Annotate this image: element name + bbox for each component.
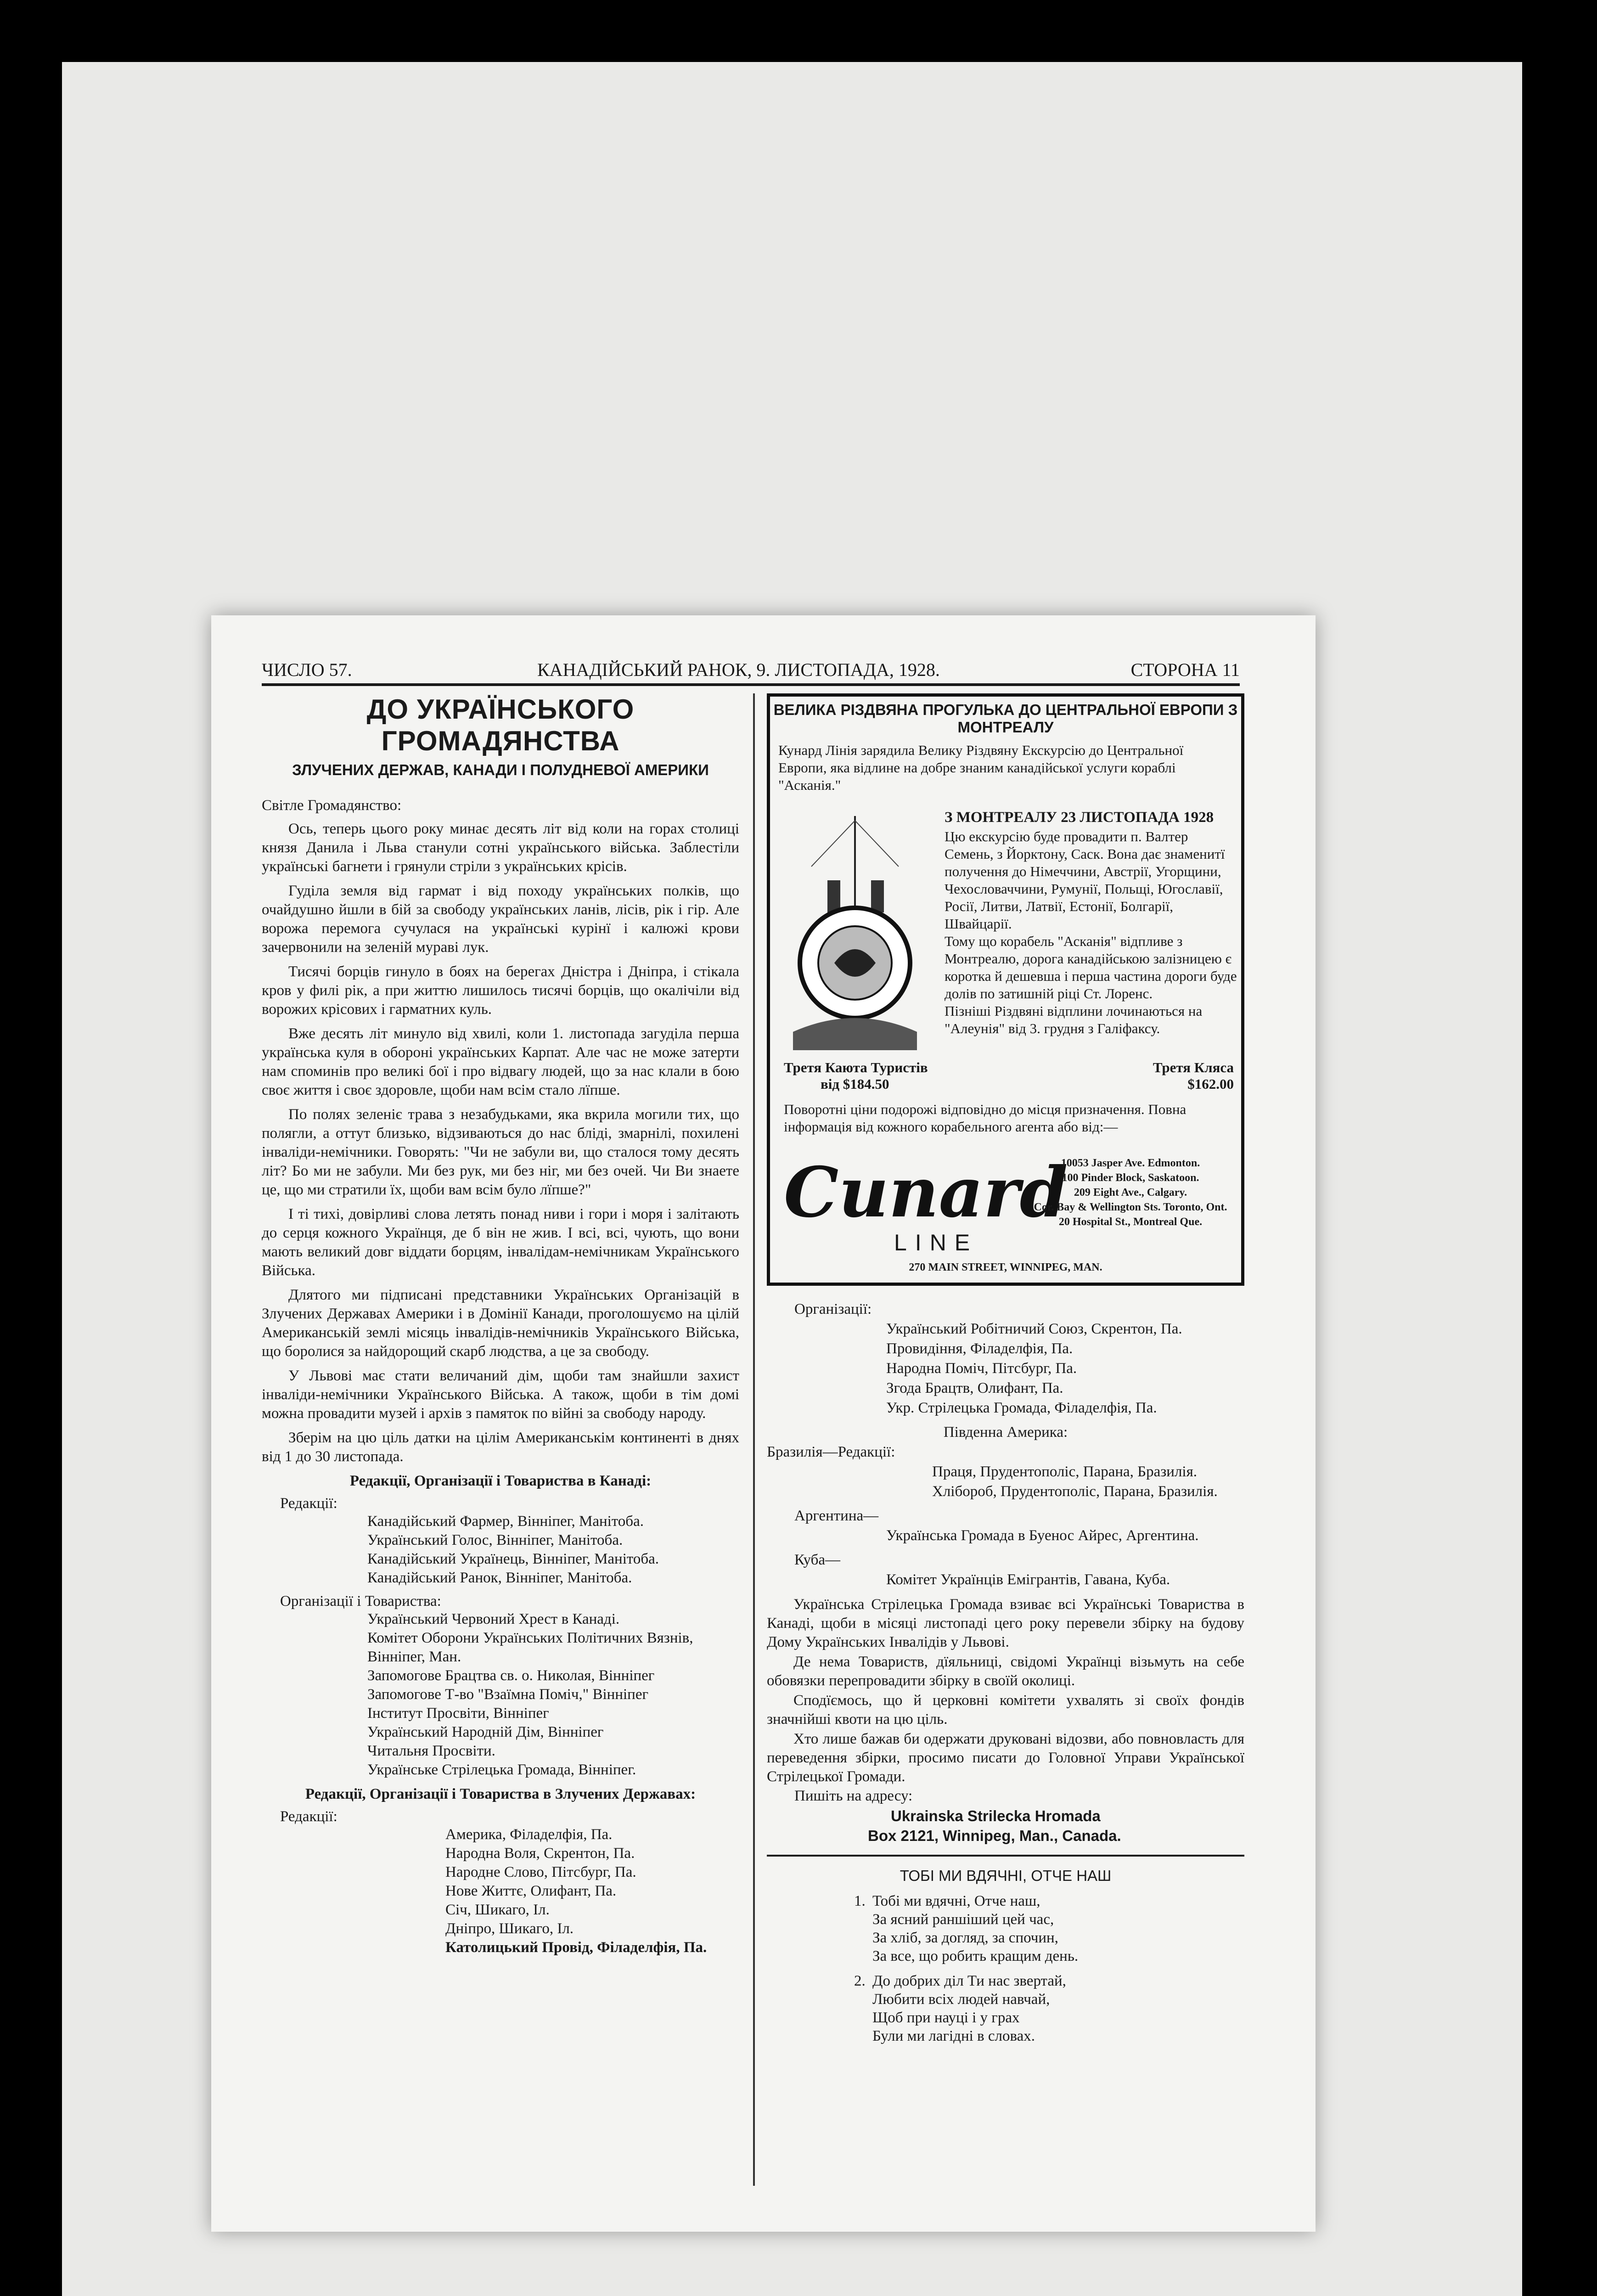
salutation: Світле Громадянство: <box>262 797 402 814</box>
list-item: Провидіння, Філаделфія, Па. <box>886 1340 1073 1357</box>
ad-text: Тому що корабель "Асканія" відпливе з Монтреалю, дорога канадійською залізницею є коротка й дешевша і перша частина дороги буде долів по затишній ріці Ст. Лоренс. <box>945 933 1237 1002</box>
fare-price: від $184.50 <box>821 1076 889 1092</box>
list-item: Інститут Просвіти, Вінніпег <box>367 1705 549 1722</box>
column-rule <box>753 693 755 2186</box>
address-line: Box 2121, Winnipeg, Man., Canada. <box>868 1827 1121 1844</box>
list-item: Січ, Шикаго, Іл. <box>445 1902 550 1918</box>
article-subtitle: ЗЛУЧЕНИХ ДЕРЖАВ, КАНАДИ І ПОЛУДНЕВОЇ АМЕРИКИ <box>292 761 709 778</box>
list-item: Хлібороб, Прудентополіс, Парана, Бразилія. <box>932 1483 1218 1500</box>
paragraph: Де нема Товариств, дїяльниці, свідомі Українці візьмуть на себе обовязки перепровадити збірку в своїй околиці. <box>767 1654 1244 1689</box>
list-item: Комітет Оборони Українських Політичних Вязнів, Вінніпег, Ман. <box>367 1630 693 1665</box>
cunard-advertisement <box>767 693 1244 1286</box>
right-body <box>767 1300 1244 2045</box>
list-item: Католицький Провід, Філаделфія, Па. <box>445 1939 707 1956</box>
return-info: Поворотні ціни подорожі відповідно до місця призначення. Повна інформація від кожного корабельного агента або від:— <box>784 1101 1187 1135</box>
brazil-label: Бразилія—Редакції: <box>767 1444 895 1460</box>
us-editorial-list <box>445 1825 739 1957</box>
poem-line: Щоб при науці і у грах <box>872 2009 1020 2026</box>
ad-intro: Кунард Лінія зарядила Велику Різдвяну Екскурсію до Центральної Европи, яка відлине на добре знаним канадійської услуги кораблі "Асканія." <box>778 742 1184 793</box>
orgs-label: Організації: <box>794 1301 872 1317</box>
paragraph: І ті тихі, довірливі слова летять понад ниви і гори і моря і залітають до серця кожного Українця, де б він не жив. І всі, всі, чують, що вони мають великий довг віддати борцям, інвалідам-немічникам Українського Війська. <box>262 1206 739 1279</box>
paragraph: Зберім на цю ціль датки на цілім Американськім континенті в днях від 1 до 30 листопада. <box>262 1429 739 1465</box>
office-address: Cor. Bay & Wellington Sts. Toronto, Ont. <box>1034 1201 1227 1213</box>
paragraph: По полях зеленіє трава з незабудьками, яка вкрила могили тих, що полягли, а оттут близько, відзиваються до нас бліді, змарнілі, похилені інваліди-немічники. Говорять: "Чи не забули ви, що сталося тому десять літ? Бо ми не забули. Ми без рук, ми без ніг, ми без очей. Чи Ви знаете це, що ми стратили їх, щоби вам всім було лїпше?" <box>262 1106 739 1198</box>
list-item: Український Голос, Вінніпег, Манітоба. <box>367 1532 623 1548</box>
office-address: 100 Pinder Block, Saskatoon. <box>1062 1172 1199 1184</box>
list-item: Народне Слово, Пітсбург, Па. <box>445 1864 636 1880</box>
list-item: Укр. Стрілецька Громада, Філаделфія, Па. <box>886 1400 1157 1416</box>
poem-line: Тобі ми вдячні, Отче наш, <box>872 1893 1040 1909</box>
list-item: Канадійський Українець, Вінніпег, Манітоба. <box>367 1551 659 1567</box>
ad-details <box>945 809 1238 1037</box>
canada-editorial-list <box>367 1512 739 1587</box>
cuba-label: Куба— <box>794 1552 841 1568</box>
list-item: Українська Громада в Буенос Айрес, Аргентина. <box>886 1527 1199 1544</box>
poem-line: До добрих діл Ти нас звертай, <box>872 1973 1066 1989</box>
poem-line: За ясний раншіший цей час, <box>872 1911 1054 1928</box>
logo-sub: LINE <box>894 1230 978 1255</box>
office-list <box>1027 1156 1234 1229</box>
fares <box>784 1059 1234 1092</box>
paragraph: Гуділа земля від гармат і від походу українських полків, що очайдушно йшли в бій за свободу українських ланів, лісів, рік і гір. Але ворожа перемога сучулася на українські курінї і калюжі крови зачервонили на зеленій мураві лук. <box>262 883 739 956</box>
editorial-label: Редакції: <box>280 1495 337 1512</box>
header-rule <box>262 683 1240 686</box>
list-item: Нове Життє, Олифант, Па. <box>445 1883 617 1899</box>
address-label: Пишіть на адресу: <box>794 1788 913 1804</box>
article-title: ДО УКРАЇНСЬКОГО ГРОМАДЯНСТВА <box>366 694 635 756</box>
cunard-logo <box>784 1152 1068 1275</box>
orgs-label: Організації і Товариства: <box>280 1593 441 1609</box>
stanza-number: 2. <box>854 1973 866 1989</box>
fare-price: $162.00 <box>1187 1076 1234 1092</box>
newspaper-page <box>211 615 1316 2232</box>
argentina-label: Аргентина— <box>794 1508 879 1524</box>
paragraph: У Львові має стати величаний дім, щоби там знайшли захист інваліди-немічники Українського Війська. А також, щоби в тім домі можна провадити музей і архів з памяток по війні за свободу народу. <box>262 1367 739 1422</box>
page-number: СТОРОНА 11 <box>1130 659 1240 680</box>
logo-text: Cunard <box>784 1152 1068 1233</box>
list-item: Український Червоний Хрест в Канаді. <box>367 1611 620 1627</box>
list-item: Запомогове Т-во "Взаїмна Поміч," Вінніпег <box>367 1686 649 1703</box>
list-item: Канадійський Ранок, Вінніпег, Манітоба. <box>367 1570 632 1586</box>
issue-number: ЧИСЛО 57. <box>262 659 352 680</box>
poem-line: Були ми лагідні в словах. <box>872 2028 1035 2044</box>
paragraph: Ось, теперь цього року минає десять літ від коли на горах столиці князя Данила і Льва станули сотні українського війська. Заблестіли українські багнети і грянули стріли з українських крісів. <box>262 821 739 875</box>
list-item: Комітет Українців Емігрантів, Гавана, Куба. <box>886 1571 1170 1588</box>
paragraph: Вже десять літ минуло від хвилі, коли 1. листопада загуділа перша українська куля в обороні українських Карпат. Але час не може затерти нам споминів про великі бої і про відвагу людей, що за нас клали в бою своє життя і своє здоровле, щоби нам всім стало лїпше. <box>262 1025 739 1098</box>
newspaper-title: КАНАДІЙСЬКИЙ РАНОК, 9. ЛИСТОПАДА, 1928. <box>537 659 940 680</box>
list-item: Народна Поміч, Пітсбург, Па. <box>886 1360 1077 1377</box>
paragraph: Сподїємось, що й церковні комітети ухвалять зі своїх фондів значнійші квоти на цю ціль. <box>767 1692 1244 1728</box>
divider <box>767 1855 1244 1857</box>
address-line: Ukrainska Strilecka Hromada <box>891 1807 1101 1824</box>
canada-orgs-list <box>367 1610 739 1779</box>
office-address: 20 Hospital St., Montreal Que. <box>1058 1216 1203 1228</box>
poem-line: За хліб, за догляд, за спочин, <box>872 1930 1058 1946</box>
list-item: Дніпро, Шикаго, Іл. <box>445 1920 574 1937</box>
list-item: Згода Брацтв, Олифант, Па. <box>886 1380 1063 1396</box>
page-header <box>262 659 1240 682</box>
list-item: Український Народній Дім, Вінніпег <box>367 1724 604 1740</box>
fare-label: Третя Каюта Туристів <box>784 1059 928 1075</box>
south-heading: Південна Америка: <box>943 1424 1068 1441</box>
paragraph: Тисячі борців гинуло в боях на берегах Дністра і Дніпра, і стікала кров у филі рік, а при життю лишилось тисячі борців, що окалічіли від ворожих крісових і гарматних куль. <box>262 963 739 1018</box>
list-item: Український Робітничий Союз, Скрентон, Па. <box>886 1321 1182 1337</box>
poem-line: За все, що робить кращим день. <box>872 1948 1079 1964</box>
stanza-number: 1. <box>854 1893 866 1909</box>
left-column <box>262 693 739 1957</box>
poem-title: ТОБІ МИ ВДЯЧНІ, ОТЧЕ НАШ <box>900 1867 1112 1884</box>
list-item: Запомогове Брацтва св. о. Николая, Вінніпег <box>367 1667 655 1684</box>
paragraph: Хто лише бажав би одержати друковані відозви, або повновласть для переведення збірки, просимо писати до Головної Управи Української Стрілецької Громади. <box>767 1731 1244 1785</box>
ad-date-heading: З МОНТРЕАЛУ 23 ЛИСТОПАДА 1928 <box>945 809 1214 826</box>
list-item: Українське Стрілецька Громада, Вінніпег. <box>367 1761 636 1778</box>
office-address: 209 Eight Ave., Calgary. <box>1074 1187 1187 1199</box>
paragraph: Українська Стрілецька Громада взиває всі Українські Товариства в Канаді, щоби в місяці листопаді цего року перевели збірку на будову Дому Українських Інвалідів у Львові. <box>767 1596 1244 1650</box>
poem-line: Любити всіх людей навчай, <box>872 1991 1050 2008</box>
ship-emblem-icon <box>784 811 926 1059</box>
paragraph: Длятого ми підписані представники Українських Організацій в Злучених Державах Америки і в Домінії Канади, проголошуємо на цілій Американській землі місяць інвалідів-немічників Українського Війська, що боролися за найдорощий скарб людства, а це за свободу. <box>262 1287 739 1360</box>
fare-label: Третя Кляса <box>1153 1059 1234 1075</box>
main-office-address: 270 MAIN STREET, WINNIPEG, MAN. <box>909 1261 1102 1273</box>
us-editorial-label: Редакції: <box>280 1808 337 1825</box>
poem-stanza <box>854 1972 1244 2045</box>
ad-title: ВЕЛИКА РІЗДВЯНА ПРОГУЛЬКА ДО ЦЕНТРАЛЬНОЇ ЕВРОПИ З МОНТРЕАЛУ <box>773 701 1238 736</box>
us-heading: Редакції, Організації і Товариства в Злучених Державах: <box>305 1786 696 1802</box>
canada-heading: Редакції, Організації і Товариства в Канаді: <box>349 1473 652 1489</box>
list-item: Праця, Прудентополіс, Парана, Бразилія. <box>932 1463 1198 1480</box>
list-item: Читальня Просвіти. <box>367 1743 495 1759</box>
poem-stanza <box>854 1892 1244 1965</box>
office-address: 10053 Jasper Ave. Edmonton. <box>1061 1157 1200 1169</box>
ad-text: Пізніші Різдвяні відплини лочинаються на "Алеунія" від 3. грудня з Галіфаксу. <box>945 1003 1203 1036</box>
ad-text: Цю екскурсію буде провадити п. Валтер Семень, з Йорктону, Саск. Вона дає знаменитї получення до Німеччини, Австрії, Угорщини, Чехословаччини, Румунії, Польщі, Югославії, Росії, Литви, Латвії, Естонії, Болгарії, Швайцарії. <box>945 828 1225 932</box>
list-item: Канадійський Фармер, Вінніпег, Манітоба. <box>367 1513 644 1530</box>
list-item: Америка, Філаделфія, Па. <box>445 1826 613 1843</box>
list-item: Народна Воля, Скрентон, Па. <box>445 1845 635 1862</box>
